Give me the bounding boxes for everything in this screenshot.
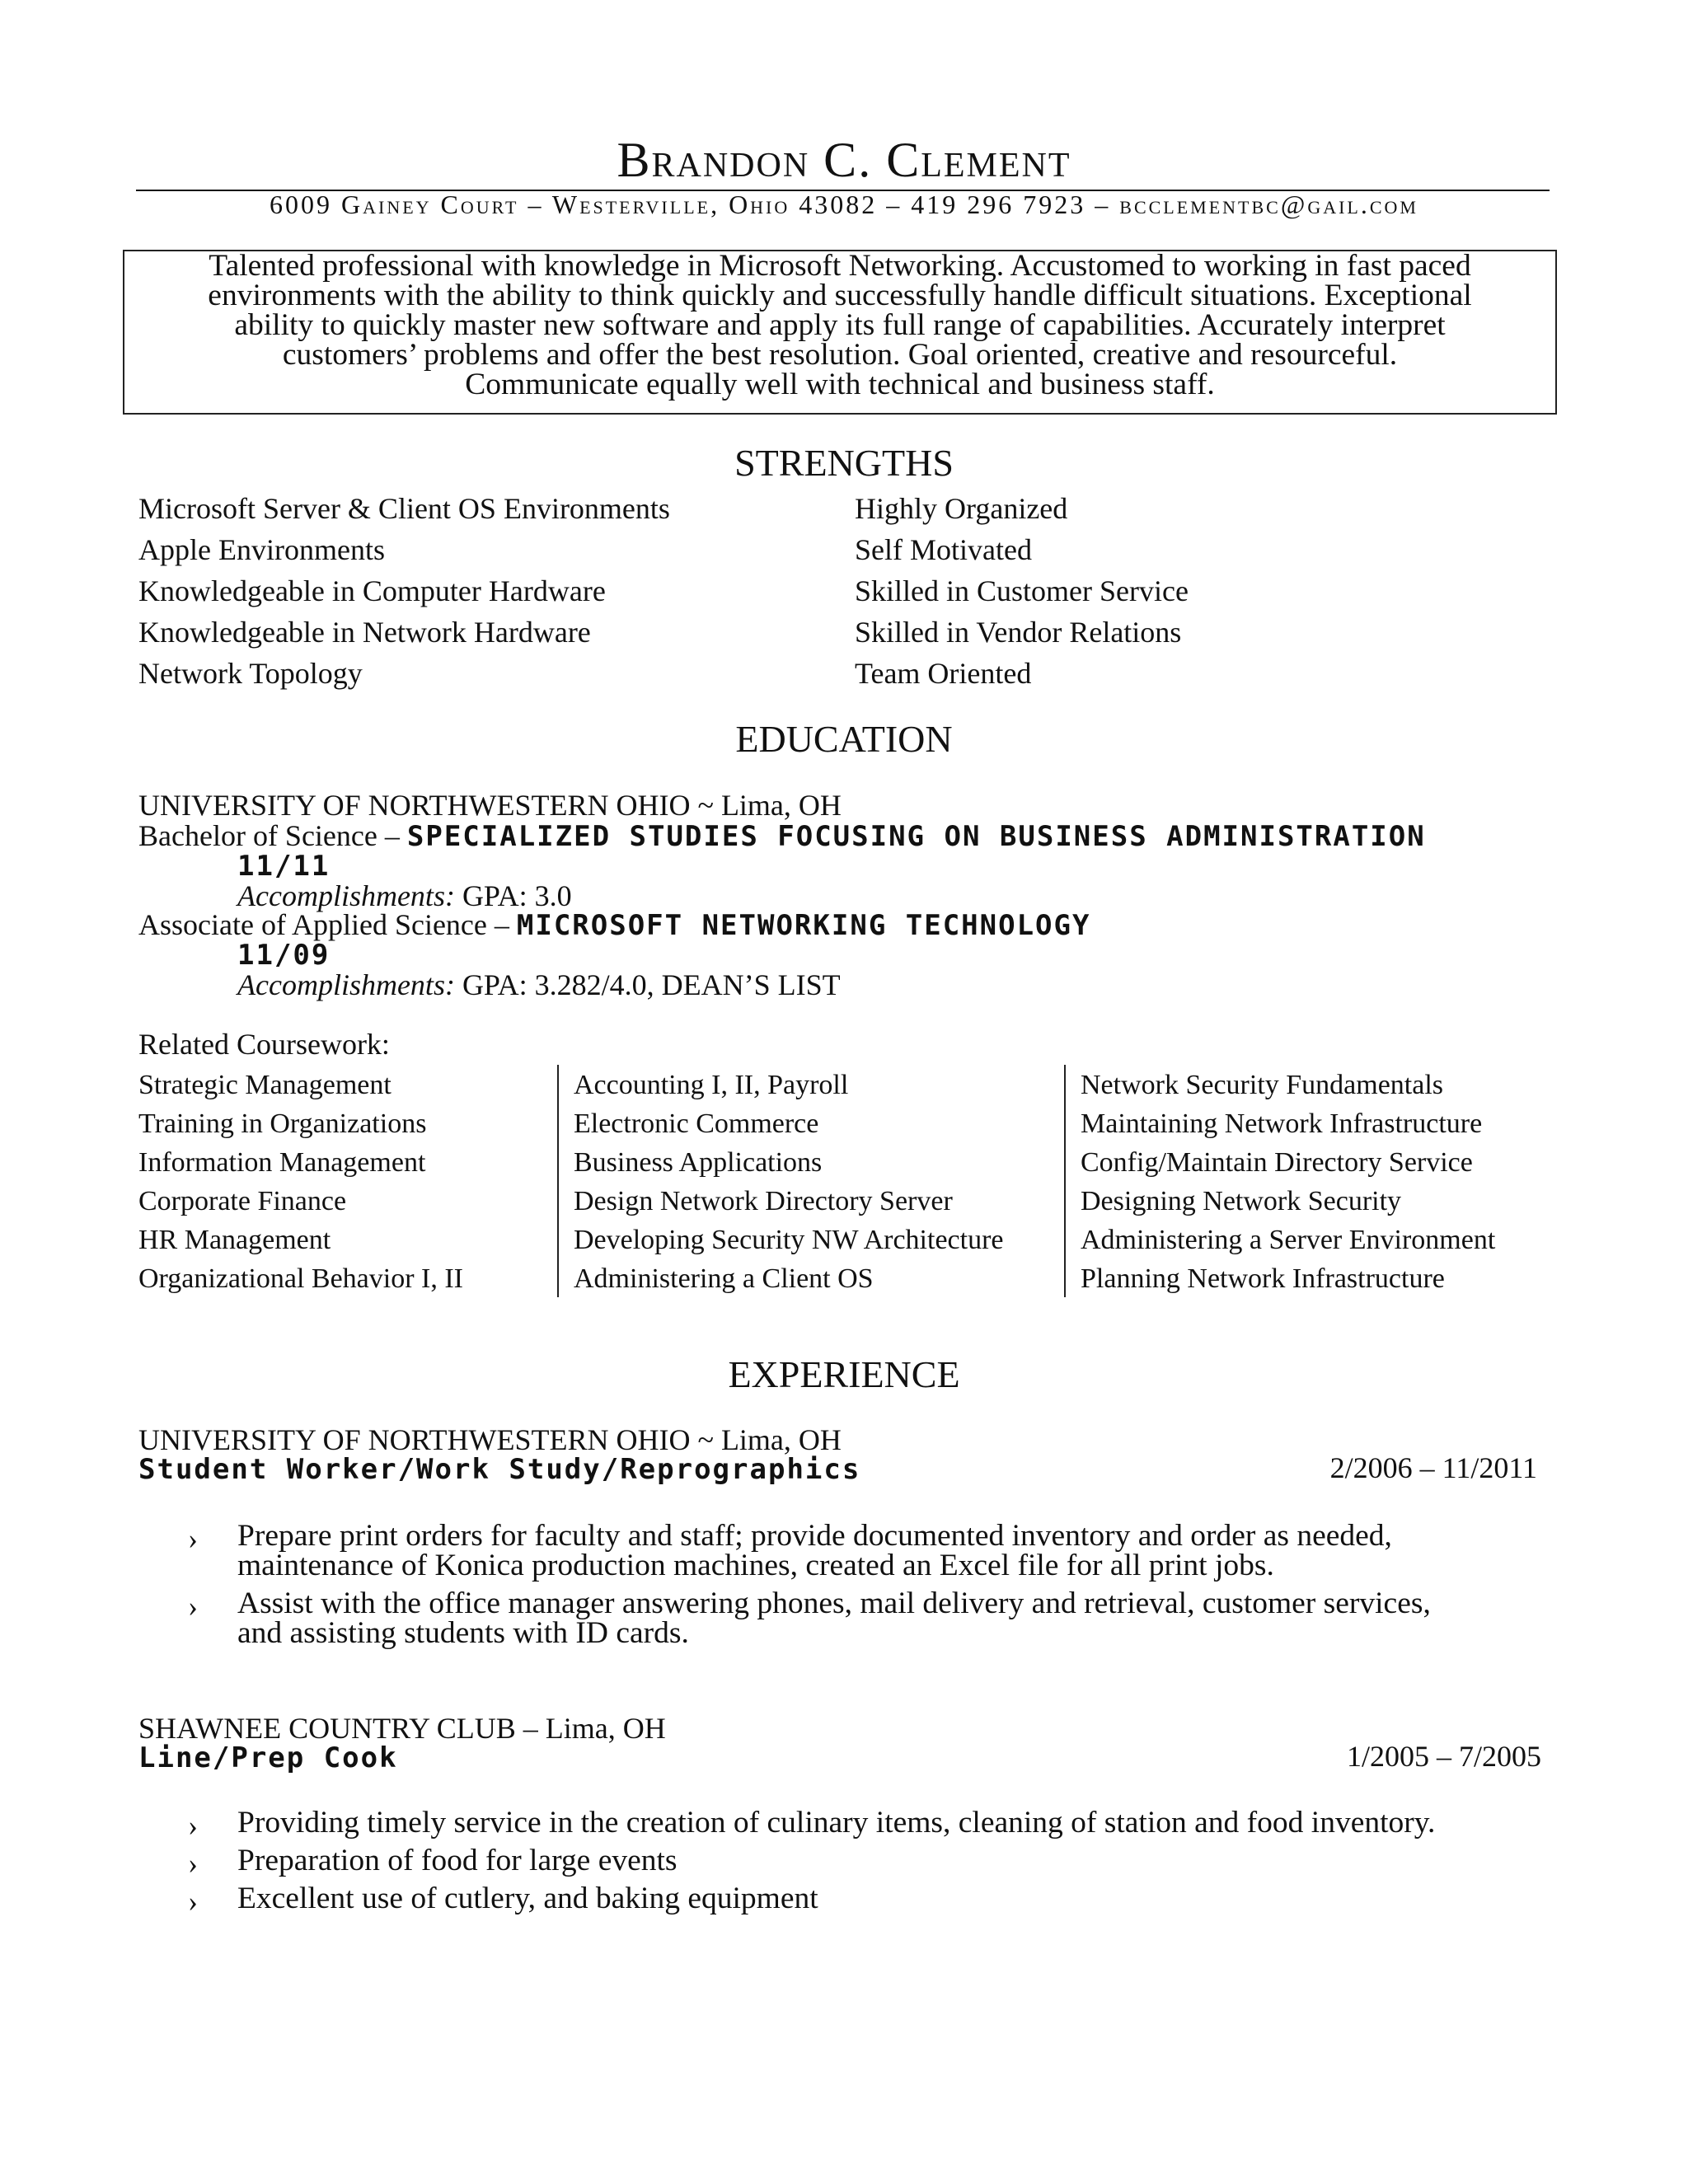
course-item: Design Network Directory Server: [574, 1186, 953, 1216]
strength-item: Skilled in Vendor Relations: [855, 616, 1182, 649]
course-item: Electronic Commerce: [574, 1108, 819, 1139]
coursework-label: Related Coursework:: [138, 1028, 390, 1061]
summary-line: ability to quickly master new software and apply its full range of capabilities. Accurately interpret: [234, 308, 1446, 342]
summary-line: customers’ problems and offer the best resolution. Goal oriented, creative and resourceful.: [282, 338, 1398, 372]
degree-1-prefix: Bachelor of Science –: [138, 819, 400, 852]
summary-line: Talented professional with knowledge in Microsoft Networking. Accustomed to working in fast paced: [209, 249, 1471, 283]
job-bullet: [237, 1521, 1392, 1581]
job-bullet: Excellent use of cutlery, and baking equipment: [237, 1882, 818, 1915]
job-employer: UNIVERSITY OF NORTHWESTERN OHIO ~ Lima, OH: [138, 1423, 842, 1456]
coursework-column-1: [138, 1070, 463, 1302]
course-item: Organizational Behavior I, II: [138, 1263, 464, 1294]
job-employer: SHAWNEE COUNTRY CLUB – Lima, OH: [138, 1712, 666, 1745]
bullet-icon: ›: [188, 1847, 198, 1880]
course-item: Config/Maintain Directory Service: [1081, 1147, 1473, 1178]
degree-2-title: MICROSOFT NETWORKING TECHNOLOGY: [516, 909, 1091, 942]
job-bullet: Providing timely service in the creation of culinary items, cleaning of station and food inventory.: [237, 1806, 1436, 1840]
degree-1: [138, 818, 1426, 853]
candidate-name: Brandon C. Clement: [617, 133, 1071, 187]
strength-item: Knowledgeable in Computer Hardware: [138, 574, 606, 607]
accomplishments-value: GPA: 3.0: [462, 879, 572, 912]
summary-line: environments with the ability to think quickly and successfully handle difficult situations. Exceptional: [208, 279, 1472, 312]
course-item: Corporate Finance: [138, 1186, 347, 1216]
bullet-icon: ›: [188, 1885, 198, 1918]
column-divider: [1064, 1065, 1066, 1297]
degree-2: [138, 907, 1090, 942]
coursework-column-2: [574, 1070, 1004, 1302]
job-dates: 2/2006 – 11/2011: [1329, 1451, 1537, 1484]
course-item: Developing Security NW Architecture: [574, 1225, 1004, 1255]
job-dates: 1/2005 – 7/2005: [1346, 1740, 1541, 1773]
bullet-line: Prepare print orders for faculty and staff; provide documented inventory and order as needed,: [237, 1519, 1392, 1553]
bullet-line: maintenance of Konica production machines, created an Excel file for all print jobs.: [237, 1549, 1274, 1582]
coursework-column-3: [1081, 1070, 1495, 1302]
strengths-left-column: [138, 491, 670, 697]
course-item: Information Management: [138, 1147, 426, 1178]
column-divider: [557, 1065, 559, 1297]
bullet-line: and assisting students with ID cards.: [237, 1616, 689, 1650]
course-item: Planning Network Infrastructure: [1081, 1263, 1445, 1294]
job-title: Line/Prep Cook: [138, 1741, 398, 1774]
contact-line: 6009 Gainey Court – Westerville, Ohio 43082 – 419 296 7923 – bcclementbc@gail.com: [270, 190, 1418, 219]
job-bullet: [237, 1586, 1431, 1650]
education-heading: EDUCATION: [735, 718, 953, 760]
course-item: Administering a Server Environment: [1081, 1225, 1496, 1255]
strength-item: Skilled in Customer Service: [855, 574, 1189, 607]
accomplishments-value: GPA: 3.282/4.0, DEAN’S LIST: [462, 968, 841, 1001]
course-item: Training in Organizations: [138, 1108, 427, 1139]
degree-2-accomplishments: [237, 968, 841, 1002]
course-item: Business Applications: [574, 1147, 823, 1178]
course-item: Maintaining Network Infrastructure: [1081, 1108, 1483, 1139]
strength-item: Team Oriented: [855, 657, 1032, 690]
strength-item: Apple Environments: [138, 533, 385, 566]
course-item: Designing Network Security: [1081, 1186, 1402, 1216]
course-item: Accounting I, II, Payroll: [574, 1070, 849, 1100]
strength-item: Highly Organized: [855, 492, 1068, 525]
course-item: Administering a Client OS: [574, 1263, 874, 1294]
strength-item: Knowledgeable in Network Hardware: [138, 616, 591, 649]
strength-item: Self Motivated: [855, 533, 1032, 566]
bullet-icon: ›: [188, 1590, 198, 1623]
experience-heading: EXPERIENCE: [728, 1353, 960, 1395]
course-item: Strategic Management: [138, 1070, 392, 1100]
job-title: Student Worker/Work Study/Reprographics: [138, 1453, 861, 1486]
education-school: UNIVERSITY OF NORTHWESTERN OHIO ~ Lima, OH: [138, 789, 842, 822]
strength-item: Microsoft Server & Client OS Environments: [138, 492, 670, 525]
degree-1-title: SPECIALIZED STUDIES FOCUSING ON BUSINESS ADMINISTRATION: [406, 820, 1426, 853]
accomplishments-label: Accomplishments:: [237, 879, 455, 912]
summary-box: [123, 250, 1557, 415]
course-item: Network Security Fundamentals: [1081, 1070, 1444, 1100]
strengths-right-column: [855, 491, 1189, 697]
course-item: HR Management: [138, 1225, 331, 1255]
degree-2-prefix: Associate of Applied Science –: [138, 908, 509, 941]
bullet-line: Assist with the office manager answering phones, mail delivery and retrieval, customer services,: [237, 1586, 1431, 1620]
strengths-heading: STRENGTHS: [734, 442, 954, 484]
strength-item: Network Topology: [138, 657, 363, 690]
bullet-icon: ›: [188, 1522, 198, 1555]
degree-1-date: 11/11: [237, 850, 331, 883]
degree-2-date: 11/09: [237, 939, 331, 972]
summary-line: Communicate equally well with technical and business staff.: [465, 368, 1215, 401]
bullet-icon: ›: [188, 1809, 198, 1842]
accomplishments-label: Accomplishments:: [237, 968, 455, 1001]
job-bullet: Preparation of food for large events: [237, 1844, 678, 1877]
